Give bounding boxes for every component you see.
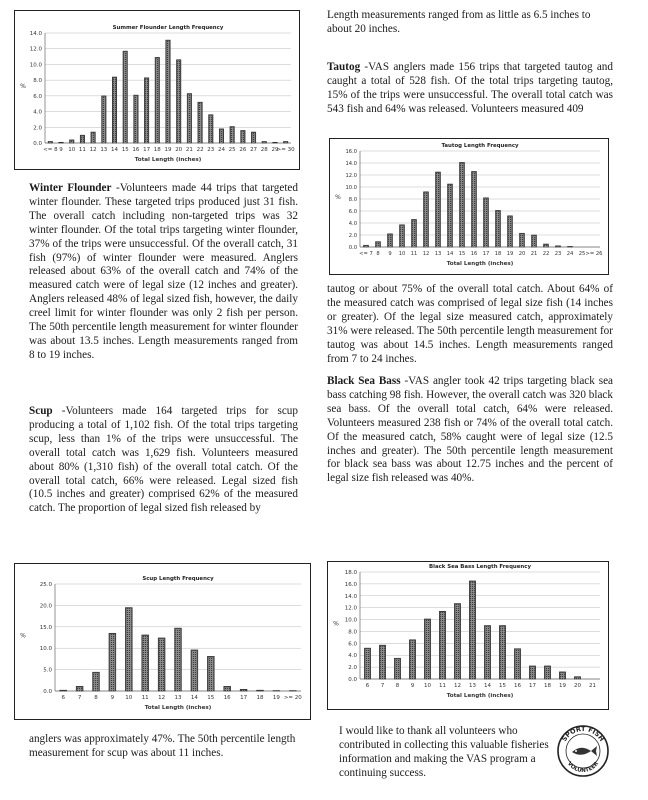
y-tick-label: 14.0 <box>345 161 357 167</box>
x-tick-label: 9 <box>388 251 392 257</box>
chart-plot-area <box>333 564 600 699</box>
bar-fill <box>143 636 148 691</box>
bar-fill <box>225 687 230 691</box>
bar <box>60 690 67 691</box>
x-tick-label: >= 30 <box>276 147 295 153</box>
chart-title: Tautog Length Frequency <box>441 143 519 149</box>
bar-fill <box>400 226 403 247</box>
x-tick-label: 11 <box>141 695 149 701</box>
scup-text: -Volunteers made 164 targeted trips for scup producing a total of 1,102 fish. Of the total trips targeting scup, less than 1% of the trips were unsuccessful. The overall total catch was 1,629 fish. Volunteers measured about 80% (1,310 fish) of the overall total catch. Of the overall total catch, 66% were released. Legal sized fish (10.5 inches and greater) comprised 62% of the measured catch. The proportion of legal sized fish released by <box>29 405 298 515</box>
x-axis-label: Total Length (inches) <box>446 693 514 699</box>
x-tick-label: 16 <box>132 147 140 153</box>
x-tick-label: 7 <box>380 683 385 689</box>
y-tick-label: 8.0 <box>348 197 357 203</box>
scup-paragraph <box>29 405 298 516</box>
bar-fill <box>364 246 367 247</box>
y-tick-label: 2.0 <box>348 233 357 239</box>
y-tick-label: 10.0 <box>39 646 52 653</box>
x-tick-label: 21 <box>589 683 596 689</box>
thanks-text: I would like to thank all volunteers who contributed in collecting this valuable fisheries information and making the VAS program a continuing success. <box>339 725 549 779</box>
bar-fill <box>575 678 579 679</box>
x-tick-label: 22 <box>196 147 204 153</box>
x-tick-label: 23 <box>554 251 562 257</box>
summer-flounder-chart-svg <box>15 11 299 169</box>
x-tick-label: 25 <box>578 251 586 257</box>
y-tick-label: 0.0 <box>33 141 42 147</box>
bar-fill <box>496 211 499 247</box>
y-tick-label: 18.0 <box>344 570 357 576</box>
x-tick-label: 19 <box>164 147 172 153</box>
y-tick-label: 8.0 <box>33 78 42 85</box>
bar-fill <box>126 609 131 691</box>
winter-flounder-text: -Volunteers made 44 trips that targeted winter flounder. These targeted trips produced just 31 fish. The overall catch including non-targeted trips was 32 winter flounder. Of the total trips targeting winter flounder, 37% of the trips were unsuccessful. Of the overall catch, 31 fish (97%) of winter flounder were measured. Anglers released about 63% of the overall catch and 74% of the measured catch were of legal size (12 inches and greater). Anglers released 48% of legal sized fish, however, the daily creel limit for winter flounder was only 2 fish per person. The 50th percentile length measurement for winter flounder was about 13.5 inches. Length measurements ranged from 8 to 19 inches. <box>29 182 298 361</box>
bar-fill <box>110 634 115 691</box>
bar-fill <box>380 646 384 679</box>
bar-fill <box>113 78 115 143</box>
x-tick-label: 12 <box>422 251 430 257</box>
y-tick-label: 12.0 <box>29 46 42 53</box>
scup-chart-svg <box>15 564 310 719</box>
x-tick-label: 20 <box>574 683 581 689</box>
y-tick-label: 25.0 <box>39 582 52 588</box>
x-tick-label: 9 <box>110 695 115 701</box>
summer-flounder-chart <box>14 10 300 170</box>
tautog-continued-text: tautog or about 75% of the overall total catch. About 64% of the measured catch was comprised of legal size fish (14 inches or greater). Of the legal size measured catch, approximately 31% were released. The 50th percentile length measurement for tautog was about 14.5 inches. Length measurements ranged from 7 to 24 inches. <box>327 283 613 365</box>
bar-fill <box>365 649 369 679</box>
y-axis-label: % <box>20 632 26 640</box>
y-tick-label: 0.0 <box>348 245 357 251</box>
bar-fill <box>241 690 246 691</box>
y-tick-label: 0.0 <box>43 689 52 695</box>
x-tick-label: 19 <box>559 683 566 689</box>
x-tick-label: 29 <box>271 147 279 153</box>
bar-fill <box>500 627 504 680</box>
y-tick-label: 16.0 <box>344 581 357 588</box>
intro-paragraph <box>327 9 615 37</box>
bar-fill <box>544 245 547 247</box>
x-tick-label: 16 <box>470 251 478 257</box>
chart-title: Black Sea Bass Length Frequency <box>429 564 531 570</box>
x-tick-label: 11 <box>78 147 86 153</box>
x-tick-label: 18 <box>256 695 264 701</box>
bar-fill <box>49 142 51 143</box>
x-tick-label: 10 <box>125 695 133 701</box>
bar-fill <box>81 136 83 143</box>
x-tick-label: 10 <box>398 251 406 257</box>
x-tick-label: 13 <box>174 695 182 701</box>
y-axis-label: % <box>335 194 341 201</box>
x-tick-label: 22 <box>542 251 550 257</box>
bar-fill <box>167 41 169 143</box>
x-tick-label: 8 <box>94 695 98 701</box>
bar-fill <box>485 627 489 680</box>
x-tick-label: 18 <box>544 683 551 689</box>
x-tick-label: 17 <box>143 147 151 153</box>
x-tick-label: 12 <box>158 695 166 701</box>
x-tick-label: 17 <box>482 251 490 257</box>
bar <box>59 142 63 143</box>
bar-fill <box>159 639 164 691</box>
bar-fill <box>515 650 519 679</box>
y-tick-label: 8.0 <box>348 629 357 636</box>
x-tick-label: <= 8 <box>43 147 58 153</box>
x-tick-label: 11 <box>439 683 446 689</box>
x-tick-label: >= 26 <box>585 251 603 257</box>
bar <box>257 690 264 691</box>
bar <box>567 246 572 247</box>
scup-heading: Scup <box>29 405 53 417</box>
y-axis-label: % <box>333 620 339 628</box>
bar-fill <box>425 620 429 679</box>
chart-title: Summer Flounder Length Frequency <box>112 25 224 31</box>
bar-fill <box>156 58 158 143</box>
y-tick-label: 6.0 <box>348 209 357 215</box>
bar-fill <box>440 612 444 679</box>
x-tick-label: 19 <box>506 251 514 257</box>
chart-plot-area <box>20 576 302 711</box>
y-tick-label: 15.0 <box>39 624 52 631</box>
logo-text-bottom: VOLUNTEER <box>565 760 601 775</box>
bar-fill <box>77 687 82 691</box>
x-tick-label: 9 <box>59 147 63 153</box>
x-axis-label: Total Length (inches) <box>144 705 212 711</box>
x-tick-label: 13 <box>100 147 108 153</box>
y-axis-label: % <box>20 83 26 90</box>
bar-fill <box>436 173 439 247</box>
bar-fill <box>412 220 415 247</box>
bar-fill <box>70 141 72 143</box>
x-tick-label: 24 <box>217 147 225 153</box>
x-tick-label: 24 <box>566 251 574 257</box>
x-tick-label: 15 <box>458 251 466 257</box>
chart-title: Scup Length Frequency <box>142 576 214 582</box>
x-tick-label: 20 <box>175 147 183 153</box>
tautog-text: -VAS anglers made 156 trips that targeted tautog and caught a total of 528 fish. Of the total trips targeting tautog, 15% of the trips were unsuccessful. The overall total catch was 543 fish and 64% was released. Volunteers measured 409 <box>327 61 613 115</box>
bar-fill <box>124 52 126 143</box>
y-tick-label: 0.0 <box>348 677 357 683</box>
bar-fill <box>395 659 399 679</box>
bar-fill <box>376 243 379 247</box>
bar-fill <box>135 96 137 143</box>
bar-fill <box>92 133 94 143</box>
tautog-chart <box>329 138 609 275</box>
bar-fill <box>242 131 244 143</box>
y-tick-label: 6.0 <box>33 93 42 100</box>
bar <box>273 142 277 143</box>
bar-fill <box>532 236 535 247</box>
bar-fill <box>263 142 265 143</box>
tautog-chart-svg <box>330 139 608 274</box>
x-tick-label: 19 <box>272 695 280 701</box>
x-tick-label: 14 <box>484 683 491 689</box>
black-sea-bass-chart <box>327 561 609 710</box>
y-tick-label: 6.0 <box>348 641 357 648</box>
bar-fill <box>410 641 414 679</box>
bar-fill <box>424 193 427 247</box>
bar-fill <box>177 61 179 143</box>
black-sea-bass-paragraph <box>327 375 613 486</box>
bar-fill <box>192 651 197 691</box>
thanks-paragraph <box>339 724 553 780</box>
x-tick-label: 8 <box>395 683 400 689</box>
bar-fill <box>220 130 222 143</box>
bar-fill <box>472 172 475 247</box>
winter-flounder-heading: Winter Flounder <box>29 182 112 194</box>
x-tick-label: 12 <box>89 147 97 153</box>
bar-fill <box>252 133 254 143</box>
x-tick-label: 16 <box>514 683 521 689</box>
x-tick-label: 21 <box>185 147 193 153</box>
black-sea-bass-text: -VAS angler took 42 trips targeting black sea bass catching 98 fish. However, the overall catch was 320 black sea bass. Of the overall total catch, 64% were released. Volunteers measured 238 fish or 74% of the overall total catch. Of the measured catch, 58% caught were of legal size (12.5 inches and greater). The 50th percentile length measurement for black sea bass was about 12.75 inches and the percent of legal size fish released was 40%. <box>327 375 613 485</box>
y-tick-label: 10.0 <box>344 617 357 624</box>
scup-continued-text: anglers was approximately 47%. The 50th percentile length measurement for scup was about 11 inches. <box>29 733 296 759</box>
chart-plot-area <box>20 25 295 163</box>
x-tick-label: 23 <box>207 147 215 153</box>
y-tick-label: 2.0 <box>33 125 42 132</box>
bar-fill <box>455 605 459 679</box>
x-tick-label: 10 <box>424 683 431 689</box>
bar-fill <box>94 673 99 691</box>
fish-logo-icon <box>556 724 610 778</box>
x-tick-label: 10 <box>68 147 76 153</box>
winter-flounder-paragraph <box>29 182 298 363</box>
bar-fill <box>284 142 286 143</box>
y-tick-label: 4.0 <box>33 109 42 116</box>
y-tick-label: 2.0 <box>348 665 357 672</box>
x-tick-label: 14 <box>190 695 198 701</box>
scup-continued-paragraph <box>29 733 301 761</box>
x-tick-label: 14 <box>446 251 454 257</box>
x-tick-label: 8 <box>376 251 380 257</box>
x-tick-label: 12 <box>454 683 461 689</box>
bar-fill <box>470 582 474 679</box>
x-tick-label: <= 7 <box>359 251 373 257</box>
bar-fill <box>520 234 523 247</box>
x-tick-label: 21 <box>530 251 538 257</box>
bar-fill <box>231 128 233 144</box>
bar-fill <box>103 97 105 143</box>
tautog-heading: Tautog <box>327 61 361 73</box>
bar-fill <box>176 629 181 691</box>
y-tick-label: 16.0 <box>345 149 357 155</box>
x-tick-label: 17 <box>240 695 248 701</box>
x-tick-label: 26 <box>239 147 247 153</box>
bar-fill <box>484 199 487 247</box>
x-tick-label: 13 <box>469 683 476 689</box>
x-tick-label: 11 <box>410 251 418 257</box>
logo-text-top: SPORT FISH <box>560 724 606 743</box>
y-tick-label: 4.0 <box>348 653 357 660</box>
x-tick-label: 15 <box>207 695 215 701</box>
x-tick-label: 18 <box>494 251 502 257</box>
scup-chart <box>14 563 311 720</box>
tautog-paragraph <box>327 61 613 131</box>
x-tick-label: 9 <box>410 683 415 689</box>
y-tick-label: 4.0 <box>348 221 357 227</box>
x-axis-label: Total Length (inches) <box>446 261 514 267</box>
bar-fill <box>199 103 201 143</box>
sport-fish-logo <box>556 724 610 778</box>
x-tick-label: 6 <box>365 683 370 689</box>
x-tick-label: 17 <box>529 683 536 689</box>
x-tick-label: 7 <box>77 695 82 701</box>
x-tick-label: 16 <box>223 695 231 701</box>
y-tick-label: 5.0 <box>43 667 52 674</box>
y-tick-label: 20.0 <box>39 603 52 610</box>
black-sea-bass-chart-svg <box>328 562 608 709</box>
bar-fill <box>208 657 213 691</box>
bar-fill <box>188 95 190 144</box>
x-tick-label: 15 <box>499 683 506 689</box>
x-tick-label: 14 <box>111 147 119 153</box>
x-tick-label: 18 <box>153 147 161 153</box>
bar-fill <box>210 116 212 143</box>
y-tick-label: 10.0 <box>29 62 42 69</box>
y-tick-label: 12.0 <box>345 173 357 179</box>
x-tick-label: 25 <box>228 147 236 153</box>
intro-text: Length measurements ranged from as little as 6.5 inches to about 20 inches. <box>327 9 591 35</box>
x-axis-label: Total Length (inches) <box>134 157 202 163</box>
x-tick-label: 15 <box>121 147 129 153</box>
x-tick-label: 6 <box>61 695 65 701</box>
black-sea-bass-heading: Black Sea Bass <box>327 375 401 387</box>
bar-fill <box>508 217 511 247</box>
x-tick-label: 20 <box>518 251 526 257</box>
chart-plot-area <box>335 143 602 267</box>
x-tick-label: 27 <box>250 147 258 153</box>
bar-fill <box>545 667 549 679</box>
bar-fill <box>145 79 147 143</box>
x-tick-label: 28 <box>260 147 268 153</box>
y-tick-label: 10.0 <box>345 185 357 191</box>
bar-fill <box>388 235 391 247</box>
y-tick-label: 12.0 <box>344 605 357 612</box>
y-tick-label: 14.0 <box>29 31 42 37</box>
bar-fill <box>460 163 463 247</box>
tautog-continued-paragraph <box>327 283 613 366</box>
bar-fill <box>448 185 451 247</box>
x-tick-label: 13 <box>434 251 442 257</box>
x-tick-label: >= 20 <box>283 695 302 701</box>
bar-fill <box>560 673 564 679</box>
bar-fill <box>530 667 534 679</box>
y-tick-label: 14.0 <box>344 593 357 600</box>
